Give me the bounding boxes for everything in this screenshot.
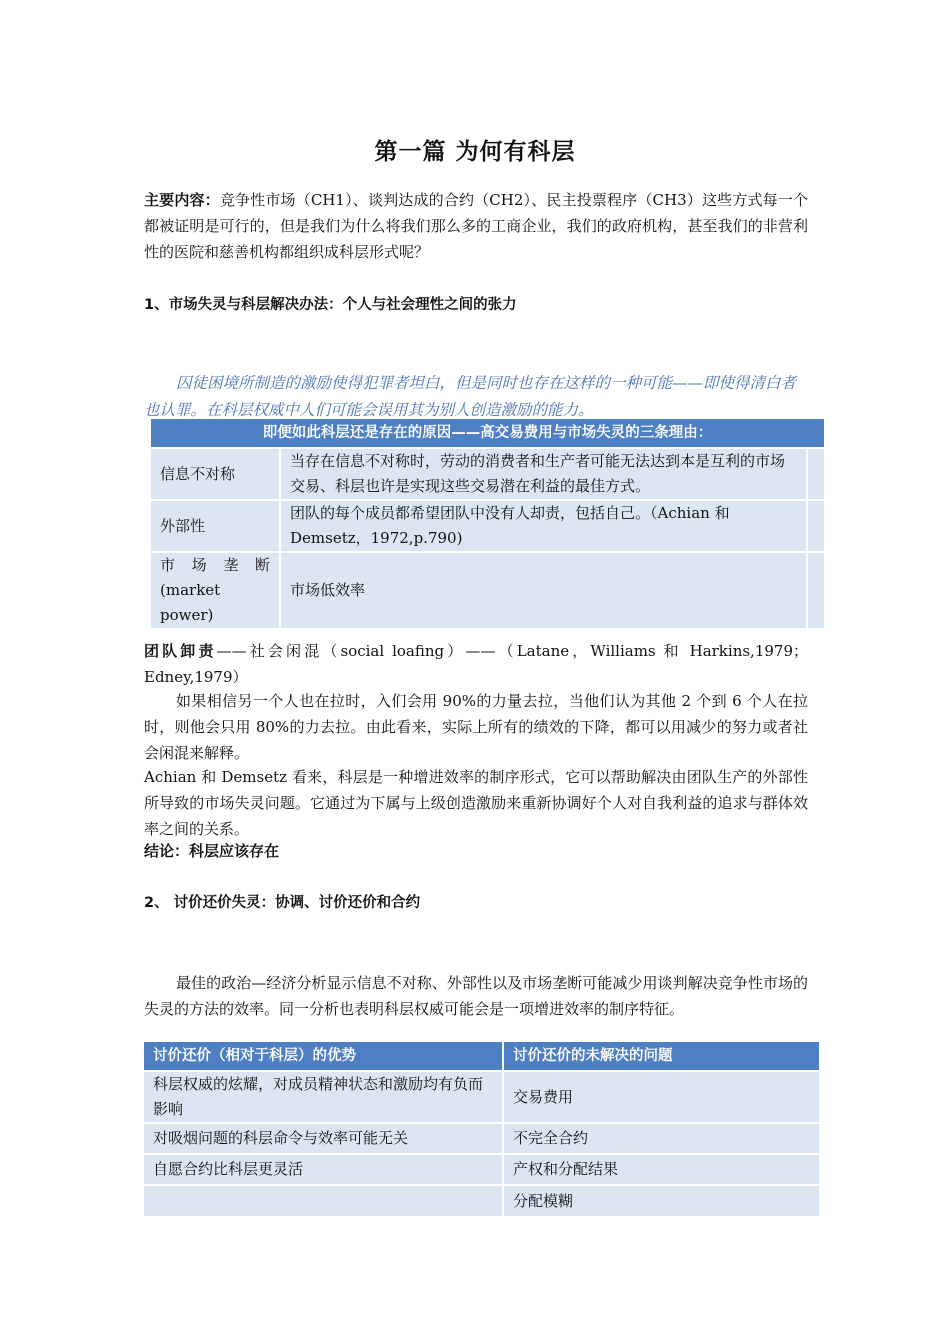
reason-term: 外部性 (151, 500, 280, 552)
table-row (144, 1123, 819, 1154)
reason-desc: 当存在信息不对称时，劳动的消费者和生产者可能无法达到本是互利的市场交易、科层也许是实现这些交易潜在利益的最佳方式。 (280, 448, 807, 500)
col2-header: 讨价还价的未解决的问题 (503, 1042, 819, 1071)
advantage-cell: 科层权威的炫耀，对成员精神状态和激励均有负而影响 (144, 1071, 503, 1123)
bargaining-table-header-row (144, 1042, 819, 1071)
table-row (151, 552, 824, 628)
col1-header: 讨价还价（相对于科层）的优势 (144, 1042, 503, 1071)
bargaining-table (144, 1042, 819, 1216)
table-row (151, 448, 824, 500)
problem-cell: 分配模糊 (503, 1185, 819, 1216)
problem-cell: 产权和分配结果 (503, 1154, 819, 1185)
table-row (144, 1154, 819, 1185)
problem-cell: 不完全合约 (503, 1123, 819, 1154)
intro-paragraph (144, 187, 808, 265)
reasons-table (151, 419, 824, 628)
reason-term: 市 场 垄 断 (market power) (151, 552, 280, 628)
team-shirking-text: ——社会闲混（social loafing）——（Latane，Williams 和 Harkins,1979；Edney,1979） (144, 642, 808, 686)
page-title: 第一篇 为何有科层 (374, 139, 576, 165)
table-row (144, 1071, 819, 1123)
advantage-cell: 对吸烟问题的科层命令与效率可能无关 (144, 1123, 503, 1154)
conclusion: 结论：科层应该存在 (144, 842, 280, 860)
social-loafing-paragraph: 如果相信另一个人也在拉时，入们会用 90%的力量去拉，当他们认为其他 2 个到 6 个人在拉时，则他会只用 80%的力去拉。由此看来，实际上所有的绩效的下降，都可以用减少的努力或者社会闲混来解释。 (144, 692, 808, 762)
advantage-cell: 自愿合约比科层更灵活 (144, 1154, 503, 1185)
intro-label: 主要内容： (144, 191, 220, 209)
intro-text: 竞争性市场（CH1）、谈判达成的合约（CH2）、民主投票程序（CH3）这些方式每一个都被证明是可行的，但是我们为什么将我们那么多的工商企业，我们的政府机构，甚至我们的非营利性的医院和慈善机构都组织成科层形式呢？ (144, 191, 808, 261)
problem-cell: 交易费用 (503, 1071, 819, 1123)
team-shirking-label: 团队卸责 (144, 642, 217, 660)
reasons-table-header: 即便如此科层还是存在的原因——高交易费用与市场失灵的三条理由： (151, 419, 824, 448)
reason-term: 信息不对称 (151, 448, 280, 500)
section1-heading: 1、市场失灵与科层解决办法：个人与社会理性之间的张力 (144, 297, 517, 313)
section2-paragraph: 最佳的政治—经济分析显示信息不对称、外部性以及市场垄断可能减少用谈判解决竞争性市场的失灵的方法的效率。同一分析也表明科层权威可能会是一项增进效率的制序特征。 (144, 974, 808, 1018)
reason-desc: 团队的每个成员都希望团队中没有人却责，包括自己。（Achian 和 Demsetz，1972,p.790) (280, 500, 807, 552)
achian-demsetz-paragraph: Achian 和 Demsetz 看来，科层是一种增进效率的制序形式，它可以帮助解决由团队生产的外部性所导致的市场失灵问题。它通过为下属与上级创造激励来重新协调好个人对自我利益的追求与群体效率之间的关系。 (144, 768, 808, 838)
table-row (151, 500, 824, 552)
empty-cell (807, 500, 824, 552)
empty-cell (807, 448, 824, 500)
table-row (144, 1185, 819, 1216)
advantage-cell (144, 1185, 503, 1216)
reason-desc: 市场低效率 (280, 552, 807, 628)
section2-heading: 2、 讨价还价失灵：协调、讨价还价和合约 (144, 895, 421, 911)
team-shirking-paragraph (144, 638, 808, 690)
empty-cell (807, 552, 824, 628)
section1-quote: 囚徒困境所制造的激励使得犯罪者坦白，但是同时也存在这样的一种可能——即使得清白者也认罪。在科层权威中人们可能会误用其为别人创造激励的能力。 (144, 374, 797, 419)
